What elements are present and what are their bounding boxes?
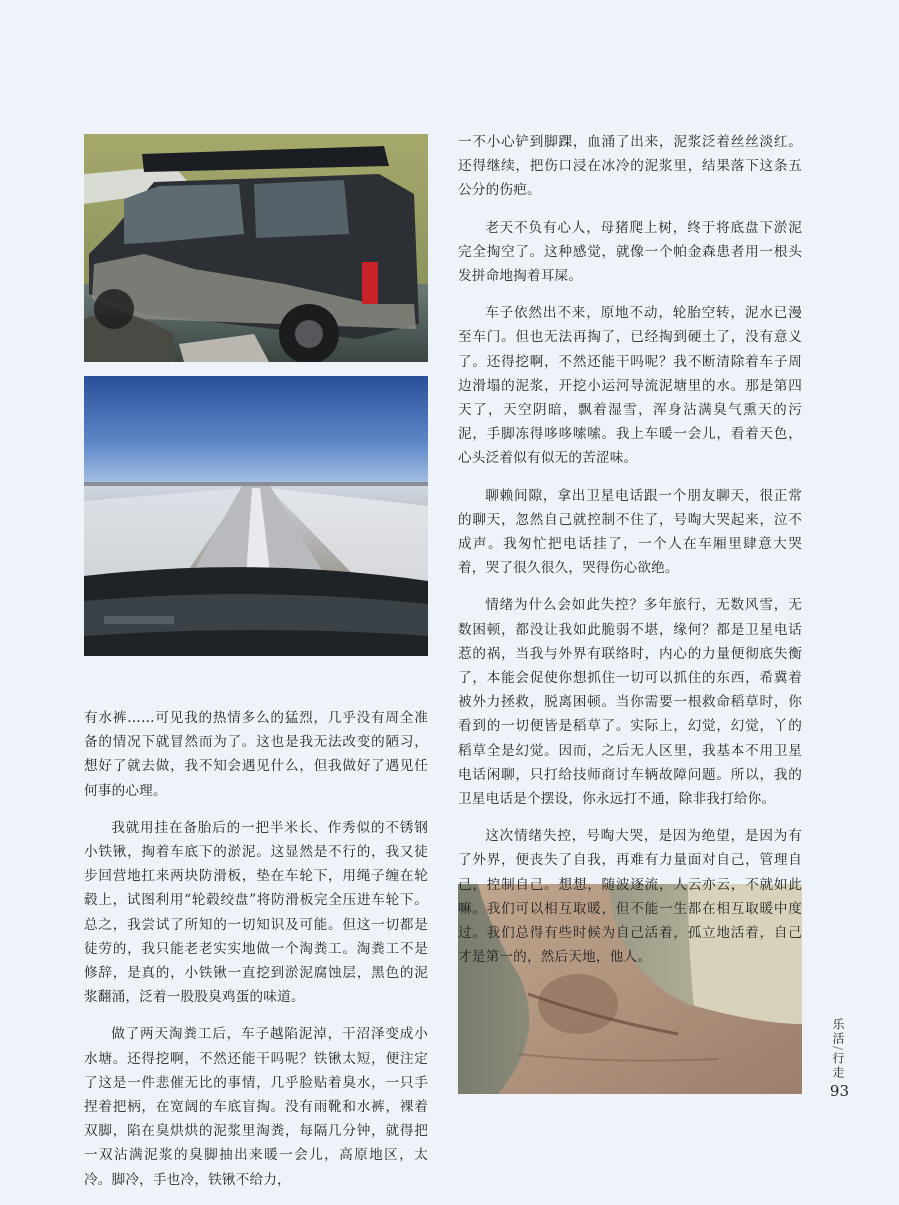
text-column-right: [458, 130, 802, 983]
paragraph: 聊赖间隙，拿出卫星电话跟一个朋友聊天，很正常的聊天，忽然自己就控制不住了，号啕大哭起来，泣不成声。我匆忙把电话挂了，一个人在车厢里肆意大哭着，哭了很久很久，哭得伤心欲绝。: [458, 487, 802, 577]
paragraph: 有水裤……可见我的热情多么的猛烈，几乎没有周全准备的情况下就冒然而为了。这也是我无法改变的陋习，想好了就去做，我不知会遇见什么，但我做好了遇见任何事的心理。: [84, 710, 428, 799]
paragraph: 情绪为什么会如此失控？多年旅行，无数风雪，无数困顿，都没让我如此脆弱不堪，缘何？都是卫星电话惹的祸，当我与外界有联络时，内心的力量便彻底失衡了，本能会促使你想抓住一切可以抓住的东西，希冀着被外力拯救，脱离困顿。当你需要一根救命稻草时，你看到的一切便皆是稻草了。实际上，幻觉，幻觉，丫的稻草全是幻觉。因而，之后无人区里，我基本不用卫星电话闲聊，只打给技师商讨车辆故障问题。所以，我的卫星电话是个摆设，你永远打不通，除非我打给你。: [458, 597, 802, 808]
paragraph: 老天不负有心人，母猪爬上树，终于将底盘下淤泥完全掏空了。这种感觉，就像一个帕金森患者用一根头发拼命地掏着耳屎。: [458, 219, 802, 285]
paragraph: 我就用挂在备胎后的一把半米长、作秀似的不锈钢小铁锹，掏着车底下的淤泥。这显然是不行的，我又徒步回营地扛来两块防滑板，垫在车轮下，用绳子缠在轮毂上，试图利用“轮毂绞盘”将防滑板完全压进车轮下。总之，我尝试了所知的一切知识及可能。但这一切都是徒劳的，我只能老老实实地做一个淘粪工。淘粪工不是修辞，是真的，小铁锹一直挖到淤泥腐蚀层，黑色的泥浆翻涌，泛着一股股臭鸡蛋的味道。: [84, 819, 428, 1006]
paragraph: 这次情绪失控，号啕大哭，是因为绝望，是因为有了外界，便丧失了自我，再难有力量面对自己，管理自己，控制自己。想想，随波逐流，人云亦云，不就如此嘛。我们可以相互取暖，但不能一生都在相互取暖中度过。我们总得有些时候为自己活着，孤立地活着，自己才是第一的，然后天地，他人。: [458, 828, 802, 966]
section-label-b: 行走: [831, 1052, 845, 1081]
paragraph: 车子依然出不来，原地不动，轮胎空转，泥水已漫至车门。但也无法再掏了，已经掏到硬土了，没有意义了。还得挖啊，不然还能干吗呢？我不断清除着车子周边滑塌的泥浆，开挖小运河导流泥塘里的水。那是第四天了，天空阴暗，飘着湿雪，浑身沾满臭气熏天的污泥，手脚冻得哆哆嗦嗦。我上车暖一会儿，看着天色，心头泛着似有似无的苦涩味。: [458, 305, 802, 467]
section-label: [830, 1018, 847, 1080]
section-separator: /: [831, 1046, 845, 1053]
paragraph: 一不小心铲到脚踝，血涌了出来，泥浆泛着丝丝淡红。还得继续，把伤口浸在冰冷的泥浆里，结果落下这条五公分的伤疤。: [458, 134, 802, 199]
section-label-a: 乐活: [831, 1018, 845, 1046]
page-number: 93: [829, 1082, 849, 1100]
text-column-left: [84, 706, 428, 1205]
photo-salt-flat-road: [84, 376, 428, 656]
photo-stuck-suv: [84, 134, 428, 362]
paragraph: 做了两天淘粪工后，车子越陷泥淖，干沼泽变成小水塘。还得挖啊，不然还能干吗呢？铁锹太短，便注定了这是一件悲催无比的事情，几乎脸贴着臭水，一只手捏着把柄，在宽阔的车底盲掏。没有雨靴和水裤，裸着双脚，陷在臭烘烘的泥浆里淘粪，每隔几分钟，就得把一双沾满泥浆的臭脚抽出来暖一会儿，高原地区，太冷。脚冷，手也冷，铁锹不给力，: [84, 1026, 428, 1188]
